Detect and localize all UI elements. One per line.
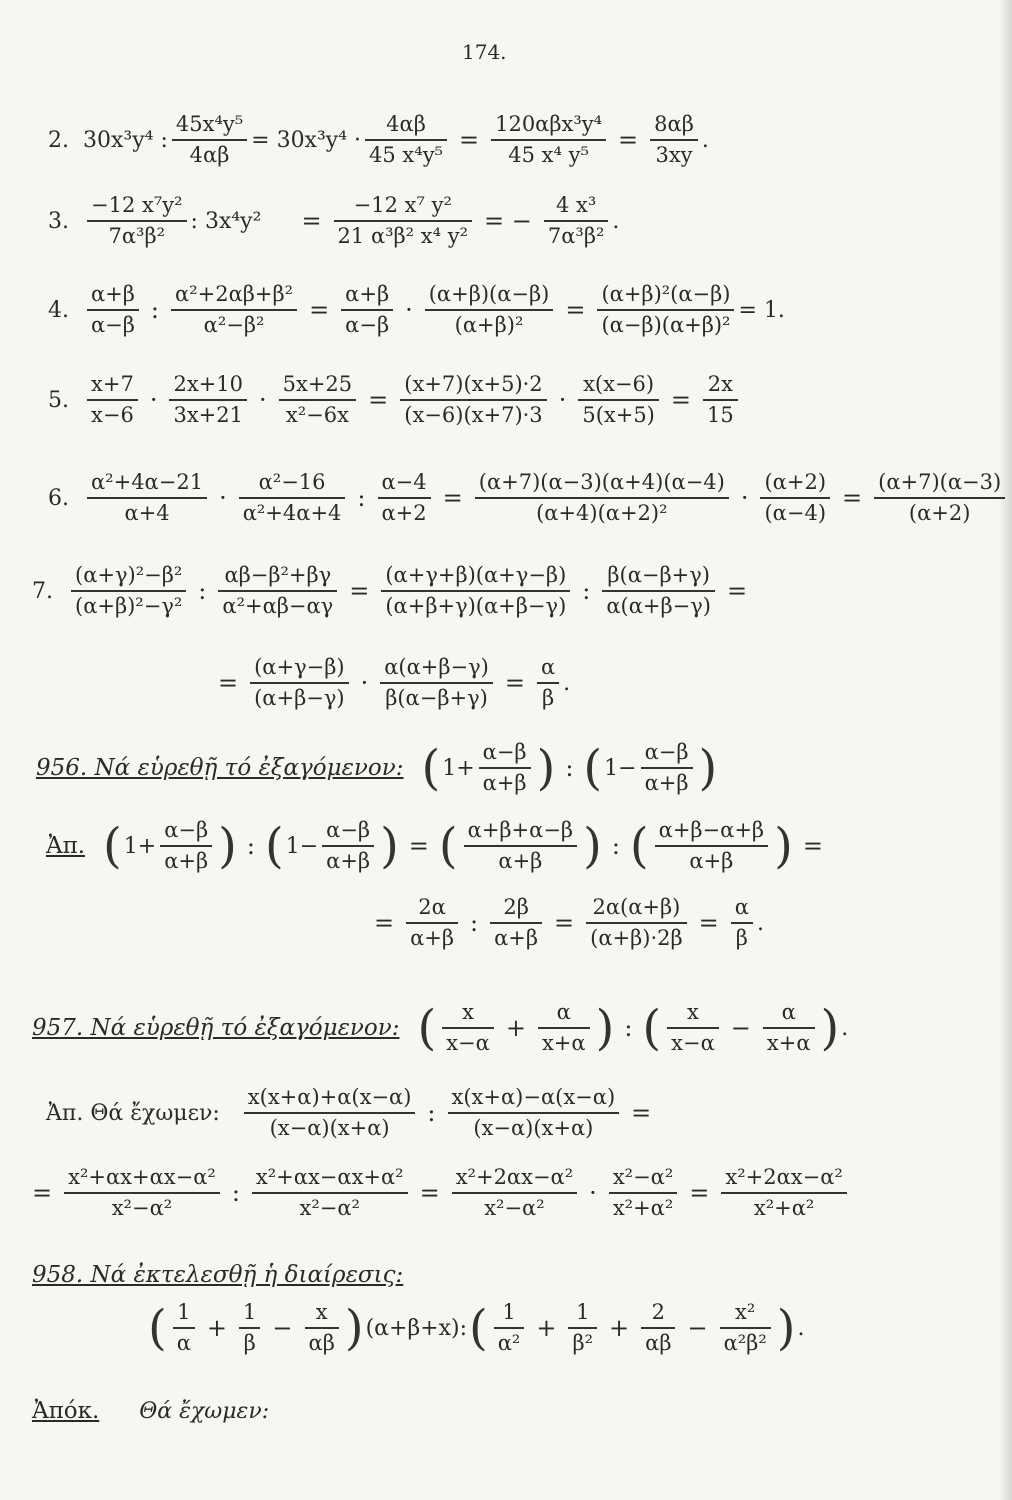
equation-4 (48, 282, 785, 338)
fraction: $\frac{\text{α²+2αβ+β²}}{\text{α²−β²}}$ (171, 282, 297, 338)
dot: · (360, 669, 369, 698)
fraction: $\frac{\alpha}{\beta}$ (731, 895, 753, 951)
fraction: $\frac{\alpha(\alpha+\beta-\gamma)}{\beta(\alpha-\beta+\gamma)}$ (380, 655, 493, 711)
fraction: $\frac{(x+7)(x+5)\cdot 2}{(x-6)(x+7)\cdot 3}$ (400, 372, 546, 428)
fraction: $\frac{\text{x²−α²}}{\text{x²+α²}}$ (609, 1165, 677, 1221)
colon: : (470, 909, 479, 938)
fraction: $\frac{\alpha-\beta}{\alpha+\beta}$ (322, 818, 374, 874)
minus-sign: − (687, 1314, 708, 1343)
fraction: $\frac{\text{x²}}{\text{α²β²}}$ (720, 1300, 771, 1356)
equals-sign: = (218, 669, 239, 698)
equation-label: 4. (48, 297, 69, 323)
equals-minus-sign: = − (484, 207, 532, 236)
equation-7 (32, 563, 755, 619)
fraction: $\frac{2\beta}{\alpha+\beta}$ (490, 895, 542, 951)
period: . (612, 208, 620, 234)
term: = 30x³y⁴ · (251, 127, 362, 153)
equals-sign: = (565, 296, 586, 325)
problem-heading: 958. Νά ἐκτελεσθῇ ἡ διαίρεσις: (32, 1262, 404, 1288)
fraction: $\frac{\text{x²+2αx−α²}}{\text{x²+α²}}$ (721, 1165, 846, 1221)
problem-958 (32, 1262, 419, 1288)
fraction: $\frac{\text{(α+β)²(α−β)}}{\text{(α−β)(α+β)²}}$ (597, 282, 734, 338)
fraction: $\frac{(\alpha+\gamma+\beta)(\alpha+\gamma-\beta)}{(\alpha+\beta+\gamma)(\alpha+\beta-\gamma)}$ (381, 563, 570, 619)
fraction: $\frac{2x}{15}$ (703, 372, 738, 428)
equals-sign: = (631, 1099, 652, 1128)
fraction: $\frac{1}{\text{β²}}$ (568, 1300, 597, 1356)
equals-sign: = (727, 577, 748, 606)
dot: · (558, 386, 567, 415)
period: . (701, 127, 709, 153)
fraction: $\frac{\text{−12 x⁷y²}}{\text{7α³β²}}$ (87, 193, 187, 249)
equation-label: 2. (48, 127, 69, 153)
plus-sign: + (505, 1014, 526, 1043)
fraction: $\frac{(\alpha+\gamma-\beta)}{(\alpha+\beta-\gamma)}$ (250, 655, 348, 711)
fraction: $\frac{(\alpha+7)(\alpha-3)}{(\alpha+2)}$ (874, 470, 1005, 526)
colon: : (246, 832, 255, 861)
fraction: $\frac{1}{\text{α²}}$ (494, 1300, 525, 1356)
fraction: $\frac{\text{x²+αx−αx+α²}}{\text{x²−α²}}$ (252, 1165, 408, 1221)
fraction: $\frac{(\alpha+2)}{(\alpha-4)}$ (760, 470, 830, 526)
fraction: $\frac{\text{αβ−β²+βγ}}{\text{α²+αβ−αγ}}$ (218, 563, 337, 619)
fraction: $\frac{\alpha}{x+\alpha}$ (538, 1000, 590, 1056)
fraction: $\frac{\text{x²+αx+αx−α²}}{\text{x²−α²}}$ (64, 1165, 220, 1221)
problem-956-result (366, 895, 764, 951)
fraction: $\frac{x}{x-\alpha}$ (667, 1000, 719, 1056)
equals-sign: = (408, 832, 429, 861)
problem-958-answer (32, 1398, 269, 1424)
page-edge-shadow (998, 0, 1012, 1500)
fraction: $\frac{\text{α²−16}}{\text{α²+4α+4}}$ (239, 470, 346, 526)
period: . (797, 1315, 805, 1341)
colon: : (150, 296, 160, 325)
equals-sign: = (618, 126, 639, 155)
equation-5 (48, 372, 742, 428)
equals-sign: = (802, 832, 823, 861)
equals-sign: = (842, 484, 863, 513)
problem-957-result (24, 1165, 851, 1221)
problem-957: 957. Νά εὑρεθῇ τό ἐξαγόμενον: ( $\frac{x}{x-\alpha}$ + $\frac{\alpha}{x+\alpha}$ ) : ( $\frac{x}{x-\alpha}$ − $\frac{\alpha}{x+\alpha}$ ) . (32, 1000, 849, 1057)
dot: · (405, 296, 413, 325)
equals-sign: = (698, 909, 719, 938)
problem-956-answer: Ἀπ. ( 1+ $\frac{\alpha-\beta}{\alpha+\beta}$ ) : ( 1− $\frac{\alpha-\beta}{\alpha+\beta}$ ) = ( $\frac{\alpha+\beta+\alpha-\beta}{\alpha+\beta}$ ) : ( $\frac{\alpha+\beta-\alpha+\beta}{\alpha+\beta}$ ) = (46, 818, 823, 875)
period: . (756, 910, 764, 936)
fraction: $\frac{5x+25}{\text{x²−6x}}$ (279, 372, 357, 428)
fraction: $\frac{x+7}{x-6}$ (87, 372, 138, 428)
equation-label: 5. (48, 387, 69, 413)
fraction: $\frac{8\alpha\beta}{3xy}$ (650, 112, 698, 168)
fraction: $\frac{x}{x-\alpha}$ (442, 1000, 494, 1056)
equation-6 (48, 470, 1009, 526)
equation-label: 7. (32, 578, 53, 604)
answer-label: Ἀπ. Θά ἔχωμεν: (46, 1100, 220, 1126)
fraction: $\frac{x(x+\alpha)-\alpha(x-\alpha)}{(x-\alpha)(x+\alpha)}$ (448, 1085, 620, 1141)
fraction: $\frac{\alpha-\beta}{\alpha+\beta}$ (160, 818, 212, 874)
colon: : (565, 754, 574, 783)
colon: : (427, 1099, 436, 1128)
plus-sign: + (206, 1314, 228, 1343)
fraction: $\frac{\text{−12 x⁷ y²}}{\text{21 α³β² x⁴ y²}}$ (334, 193, 472, 249)
term: 1− (604, 755, 637, 781)
fraction: $\frac{2x+10}{3x+21}$ (169, 372, 247, 428)
colon: : (624, 1014, 633, 1043)
equals-sign: = (442, 484, 463, 513)
equals-sign: = (301, 207, 322, 236)
answer-label: Ἀπόκ. (32, 1398, 100, 1424)
fraction: $\frac{\text{45x⁴y⁵}}{4\alpha\beta}$ (172, 112, 247, 168)
period: . (563, 670, 571, 696)
equals-sign: = (554, 909, 575, 938)
equation-label: 6. (48, 485, 69, 511)
fraction: $\frac{\text{120αβx³y⁴}}{\text{45 x⁴ y⁵}}$ (491, 112, 606, 168)
fraction: $\frac{x(x-6)}{5(x+5)}$ (578, 372, 659, 428)
colon: : (357, 484, 366, 513)
fraction: $\frac{\alpha+\beta+\alpha-\beta}{\alpha+\beta}$ (464, 818, 577, 874)
fraction: $\frac{1}{\alpha}$ (173, 1300, 195, 1356)
fraction: $\frac{\text{α²+4α−21}}{\alpha+4}$ (87, 470, 207, 526)
problem-957-answer (46, 1085, 659, 1141)
minus-sign: − (730, 1014, 751, 1043)
equation-label: 3. (48, 208, 69, 234)
fraction: $\frac{2}{\alpha\beta}$ (641, 1300, 675, 1356)
equals-sign: = (374, 909, 395, 938)
problem-heading: 956. Νά εὑρεθῇ τό ἐξαγόμενον: (36, 755, 404, 782)
period: . (841, 1015, 849, 1041)
equals-sign: = (458, 126, 480, 155)
fraction: $\frac{2\alpha}{\alpha+\beta}$ (406, 895, 458, 951)
equals-sign: = (670, 386, 691, 415)
equation-2 (48, 112, 709, 168)
term: : 3x⁴y² (190, 208, 262, 234)
fraction: $\frac{\alpha+\beta}{\alpha-\beta}$ (341, 282, 393, 338)
equals-sign: = (32, 1179, 53, 1208)
equals-sign: = (419, 1179, 440, 1208)
fraction: $\frac{\alpha}{x+\alpha}$ (763, 1000, 815, 1056)
equation-3 (48, 193, 619, 249)
fraction: $\frac{x}{\alpha\beta}$ (305, 1300, 339, 1356)
fraction: $\frac{4\alpha\beta}{\text{45 x⁴y⁵}}$ (365, 112, 447, 168)
equation-7-continued (210, 655, 570, 711)
colon: : (231, 1179, 240, 1208)
fraction: $\frac{\alpha-4}{\alpha+2}$ (378, 470, 431, 526)
term: 1+ (442, 755, 475, 781)
fraction: $\frac{\alpha}{\beta}$ (537, 655, 559, 711)
term: 30x³y⁴ : (83, 127, 168, 153)
colon: : (611, 832, 620, 861)
fraction: $\frac{\alpha+\beta}{\alpha-\beta}$ (87, 282, 139, 338)
problem-heading: 957. Νά εὑρεθῇ τό ἐξαγόμενον: (32, 1015, 400, 1042)
fraction: $\frac{(\alpha+\beta)(\alpha-\beta)}{\text{(α+β)²}}$ (425, 282, 554, 338)
fraction: $\frac{x(x+\alpha)+\alpha(x-\alpha)}{(x-\alpha)(x+\alpha)}$ (244, 1085, 416, 1141)
fraction: $\frac{\alpha-\beta}{\alpha+\beta}$ (479, 740, 531, 796)
dot: · (740, 484, 749, 513)
dot: · (258, 386, 267, 415)
fraction: $\frac{1}{\beta}$ (239, 1300, 260, 1356)
equals-sign: = (368, 386, 389, 415)
fraction: $\frac{2\alpha(\alpha+\beta)}{(\alpha+\beta)\cdot 2\beta}$ (586, 895, 686, 951)
fraction: $\frac{\text{x²+2αx−α²}}{\text{x²−α²}}$ (452, 1165, 577, 1221)
equals-sign: = (349, 577, 370, 606)
equals-sign: = (689, 1179, 710, 1208)
term: 1+ (123, 833, 157, 859)
term: (α+β+x): (365, 1315, 468, 1341)
fraction: $\frac{\beta(\alpha-\beta+\gamma)}{\alpha(\alpha+\beta-\gamma)}$ (602, 563, 715, 619)
fraction: $\frac{\alpha+\beta-\alpha+\beta}{\alpha+\beta}$ (655, 818, 768, 874)
equals-sign: = (309, 296, 330, 325)
fraction: $\frac{\text{4 x³}}{\text{7α³β²}}$ (544, 193, 609, 249)
dot: · (149, 386, 158, 415)
problem-956: 956. Νά εὑρεθῇ τό ἐξαγόμενον: ( 1+ $\frac{\alpha-\beta}{\alpha+\beta}$ ) : ( 1− $\frac{\alpha-\beta}{\alpha+\beta}$ ) (36, 740, 718, 797)
dot: · (219, 484, 227, 513)
minus-sign: − (272, 1314, 293, 1343)
dot: · (589, 1179, 597, 1208)
plus-sign: + (536, 1314, 557, 1343)
page-number: 174. (462, 40, 507, 64)
result: = 1. (738, 297, 785, 323)
term: 1− (285, 833, 319, 859)
answer-text: Θά ἔχωμεν: (139, 1398, 270, 1424)
fraction: $\frac{(\alpha+7)(\alpha-3)(\alpha+4)(\alpha-4)}{\text{(α+4)(α+2)²}}$ (475, 470, 729, 526)
colon: : (582, 577, 591, 606)
answer-label: Ἀπ. (46, 833, 86, 860)
equals-sign: = (504, 669, 525, 698)
colon: : (198, 577, 207, 606)
fraction: $\frac{\text{(α+γ)²−β²}}{\text{(α+β)²−γ²}}$ (71, 563, 186, 619)
plus-sign: + (609, 1314, 630, 1343)
fraction: $\frac{\alpha-\beta}{\alpha+\beta}$ (641, 740, 693, 796)
problem-958-expression: ( $\frac{1}{\alpha}$ + $\frac{1}{\beta}$ − $\frac{x}{\alpha\beta}$ ) (α+β+x): ( $\frac{1}{\text{α²}}$ + $\frac{1}{\text{β²}}$ + $\frac{2}{\alpha\beta}$ − $\frac{\text{x²}}{\text{α²β²}}$ ) . (148, 1300, 805, 1357)
